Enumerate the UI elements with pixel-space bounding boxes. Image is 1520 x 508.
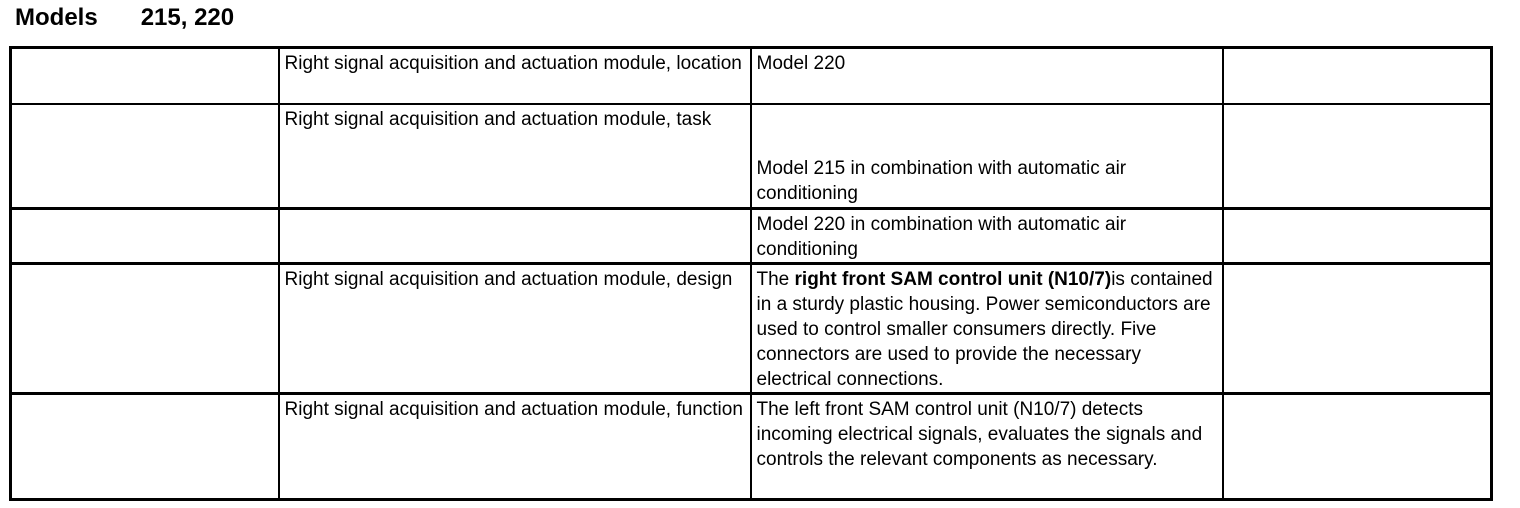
empty-cell: [1223, 394, 1492, 500]
row-title-cell: Right signal acquisition and actuation module, design: [279, 264, 751, 394]
page-heading: [15, 4, 234, 32]
module-table: [9, 46, 1493, 501]
table-row: [11, 104, 1492, 209]
empty-cell: [11, 104, 279, 209]
models-label: Models: [15, 4, 98, 31]
row-text-prefix: The: [756, 269, 795, 290]
empty-cell: [1223, 264, 1492, 394]
models-numbers: 215, 220: [140, 4, 235, 31]
empty-cell: [11, 209, 279, 264]
table-row: [11, 264, 1492, 394]
table-row: [11, 48, 1492, 104]
row-text-cell: [751, 104, 1223, 209]
row-text-cell: Model 220: [751, 48, 1223, 104]
row-text-cell: The left front SAM control unit (N10/7) detects incoming electrical signals, evaluates the signals and controls the relevant components as necessary.: [751, 394, 1223, 500]
row-text-cell: Model 220 in combination with automatic air conditioning: [751, 209, 1223, 264]
empty-cell: [1223, 104, 1492, 209]
empty-cell: [1223, 48, 1492, 104]
empty-cell: [1223, 209, 1492, 264]
row-text: Model 215 in combination with automatic air conditioning: [756, 157, 1127, 204]
row-title-cell: Right signal acquisition and actuation module, task: [279, 104, 751, 209]
row-text-cell: [751, 264, 1223, 394]
empty-cell: [11, 48, 279, 104]
row-title-cell: Right signal acquisition and actuation module, function: [279, 394, 751, 500]
row-text-suffix: is contained in a sturdy plastic housing. Power semiconductors are used to control smaller consumers directly. Five connectors are used to provide the necessary electrical connections.: [756, 269, 1213, 390]
row-title-cell: [279, 209, 751, 264]
table-row: [11, 209, 1492, 264]
table-row: [11, 394, 1492, 500]
empty-cell: [11, 264, 279, 394]
row-text-bold: right front SAM control unit (N10/7): [794, 269, 1112, 290]
empty-cell: [11, 394, 279, 500]
row-title-cell: Right signal acquisition and actuation module, location: [279, 48, 751, 104]
